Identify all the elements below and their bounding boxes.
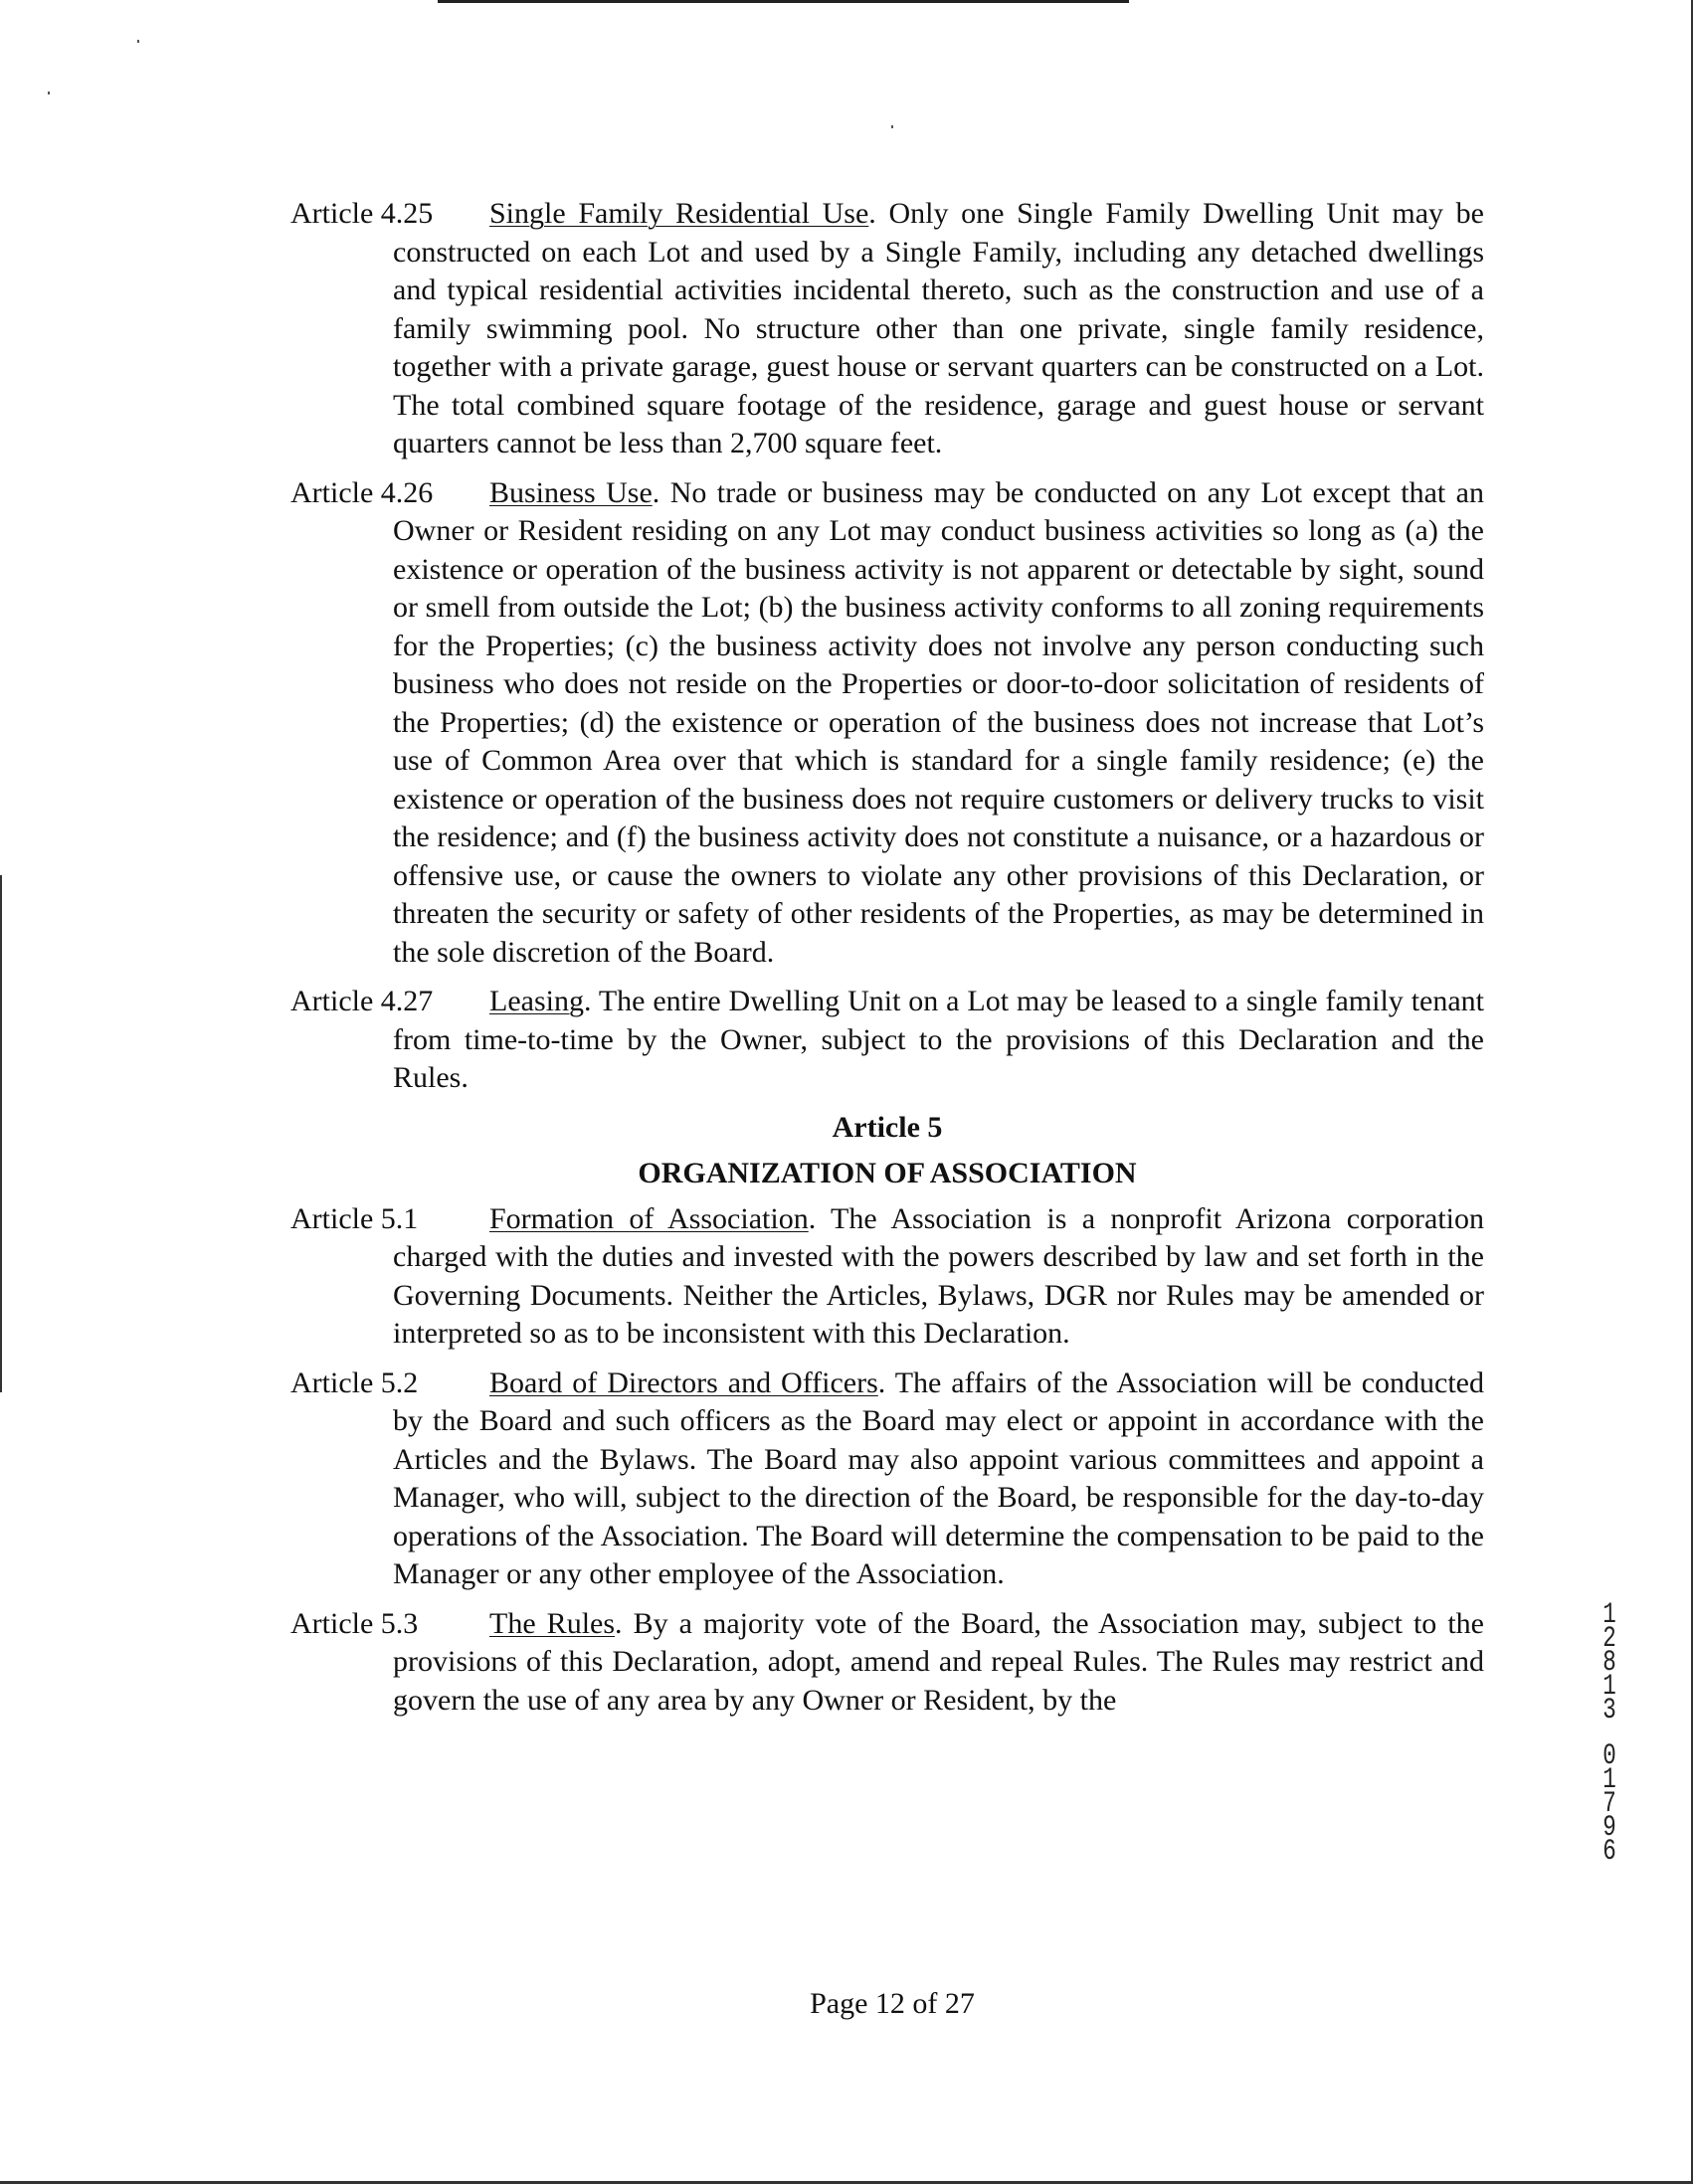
article-text: . The entire Dwelling Unit on a Lot may be leased to a single family tenant from time-to-time by the Owner, subject to the provisions of this Declaration and the Rules. [393,985,1484,1094]
scan-speck [891,125,893,128]
article-label: Article 4.25 [290,197,434,230]
page-number: Page 12 of 27 [810,1987,975,2020]
scan-edge-left [0,875,2,1392]
article-5-2 [290,1365,1484,1594]
stamp-digit: 1 [1602,1670,1616,1704]
article-4-25 [290,195,1484,463]
article-4-27 [290,983,1484,1098]
recording-stamp [1590,1598,1629,1869]
page-footer [0,1987,1693,2021]
article-label: Article 5.3 [290,1606,419,1640]
scan-speck [48,91,50,94]
article-text: . Only one Single Family Dwelling Unit may be constructed on each Lot and used by a Single Family, including any detached dwellings and typical residential activities incidental thereto, such as the construction and use of a family swimming pool. No structure other than one private, single family residence, together with a private garage, guest house or servant quarters can be constructed on a Lot. The total combined square footage of the residence, garage and guest house or servant quarters cannot be less than 2,700 square feet. [393,197,1484,459]
stamp-digit: 8 [1602,1646,1616,1680]
article-label: Article 4.26 [290,475,434,509]
stamp-digit: 1 [1602,1598,1616,1632]
article-title: The Rules [489,1606,616,1640]
article-text: . The affairs of the Association will be conducted by the Board and such officers as the Board may elect or appoint in accordance with the Articles and the Bylaws. The Board may also appoint various committees and appoint a Manager, who will, subject to the direction of the Board, be responsible for the day-to-day operations of the Association. The Board will determine the compensation to be paid to the Manager or any other employee of the Association. [393,1365,1484,1590]
article-label: Article 5.1 [290,1201,419,1235]
top-rule [438,0,1129,3]
scan-speck [137,40,139,43]
article-title: Leasing [489,985,584,1017]
section-title-heading: ORGANIZATION OF ASSOCIATION [638,1156,1137,1189]
article-text: . The Association is a nonprofit Arizona corporation charged with the duties and invested with the powers described by law and set forth in the Governing Documents. Neither the Articles, Bylaws, DGR nor Rules may be amended or interpreted so as to be inconsistent with this Declaration. [393,1201,1484,1350]
stamp-digit: 9 [1602,1811,1616,1845]
article-title: Single Family Residential Use [489,197,869,230]
stamp-digit: 0 [1602,1739,1616,1773]
stamp-digit: 7 [1602,1787,1616,1821]
stamp-digit: 3 [1602,1694,1616,1728]
article-label: Article 4.27 [290,985,434,1017]
article-title: Board of Directors and Officers [489,1365,878,1399]
stamp-digit: 1 [1602,1763,1616,1797]
article-5-1 [290,1200,1484,1354]
document-body [290,195,1484,1730]
article-4-26 [290,474,1484,973]
article-text: . By a majority vote of the Board, the Association may, subject to the provisions of this Declaration, adopt, amend and repeal Rules. The Rules may restrict and govern the use of any area by any Owner or Resident, by the [393,1606,1484,1717]
article-label: Article 5.2 [290,1365,419,1399]
stamp-digit: 2 [1602,1622,1616,1656]
article-title: Business Use [489,475,653,509]
article-text: . No trade or business may be conducted on any Lot except that an Owner or Resident residing on any Lot may conduct business activities so long as (a) the existence or operation of the business activity is not apparent or detectable by sight, sound or smell from outside the Lot; (b) the business activity conforms to all zoning requirements for the Properties; (c) the business activity does not involve any person conducting such business who does not reside on the Properties or door-to-door solicitation of residents of the Properties; (d) the existence or operation of the business does not increase that Lot’s use of Common Area over that which is standard for a single family residence; (e) the existence or operation of the business does not require customers or delivery trucks to visit the residence; and (f) the business activity does not constitute a nuisance, or a hazardous or offensive use, or cause the owners to violate any other provisions of this Declaration, or threaten the security or safety of other residents of the Properties, as may be determined in the sole discretion of the Board. [393,475,1485,969]
article-title: Formation of Association [489,1201,809,1235]
stamp-digit: 6 [1602,1835,1616,1869]
article-5-3 [290,1605,1484,1721]
section-number-heading: Article 5 [832,1110,943,1144]
